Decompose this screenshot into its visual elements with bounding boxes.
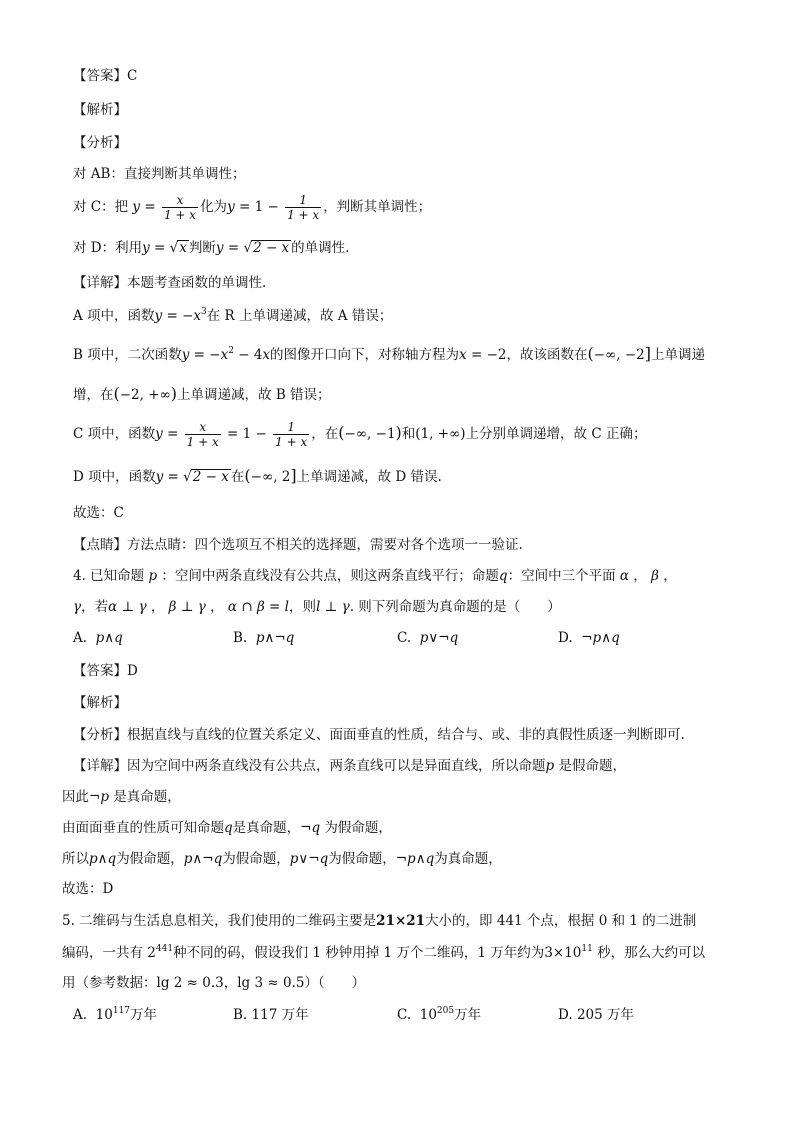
q5-option-d[interactable]: D. 205 万年: [558, 1007, 634, 1023]
answer-label: 【答案】: [73, 68, 127, 84]
q4-fenxi: 【分析】根据直线与直线的位置关系定义、面面垂直的性质，结合与、或、非的真假性质逐一判断即可.: [73, 727, 685, 743]
q3-detail: 【详解】本题考查函数的单调性.: [73, 275, 267, 291]
fraction-1-over-1plusx: $\frac{1}{1 + x}$: [287, 193, 320, 222]
fraction-x-over-1plusx: $\frac{x}{1 + x}$: [163, 193, 197, 222]
q4-option-d[interactable]: D. ¬p∧q: [558, 630, 620, 646]
q4-answer: 【答案】D: [73, 663, 138, 679]
q3-answer: [73, 66, 137, 86]
q3-b-line1: B 项中，二次函数$y = -x^2 - 4x$的图像开口向下，对称轴方程为x = −2，故该函数在(−∞, −2]上单调递: [73, 344, 706, 363]
q3-analysis-label: 【解析】: [73, 102, 127, 118]
q4-line2: 因此¬p 是真命题，: [62, 789, 181, 805]
q3-d-line2: D 项中，函数y = √2 − x 在(−∞, 2]上单调递减，故 D 错误.: [73, 466, 442, 485]
q4-option-a[interactable]: A. p∧q: [73, 630, 123, 646]
q4-detail: 【详解】因为空间中两条直线没有公共点，两条直线可以是异面直线，所以命题p 是假命题，: [73, 758, 626, 774]
q3-c-line2: C 项中，函数y = $\frac{x}{1 + x}$ = 1 − $\frac{1}{1 + x}$ ，在(−∞, −1)和(1, +∞)上分别单调递增，故 C 正确；: [73, 420, 647, 449]
q4-choose: 故选：D: [62, 881, 114, 897]
q3-choose: 故选：C: [73, 505, 124, 521]
q5-option-b[interactable]: B. 117 万年: [233, 1007, 309, 1023]
answer-value: C: [127, 68, 138, 84]
q5-option-c[interactable]: C. $10^{205}$万年: [397, 1006, 482, 1023]
q4-analysis-label: 【解析】: [73, 695, 127, 711]
q3-b-line2: 增，在(−2, +∞)上单调递减，故 B 错误；: [73, 384, 331, 403]
q4-line3: 由面面垂直的性质可知命题q是真命题，¬q 为假命题，: [62, 820, 392, 836]
q3-a-line: A 项中，函数$y = -x^3$在 R 上单调递减，故 A 错误；: [73, 307, 393, 324]
q4-option-c[interactable]: C. p∨¬q: [397, 630, 459, 646]
q3-c-line: 对 C：把 y = $\frac{x}{1 + x}$ 化为y = 1 − $\frac{1}{1 + x}$ ，判断其单调性；: [73, 193, 432, 222]
q4-line4: 所以p∧q为假命题，p∧¬q为假命题，p∨¬q为假命题，¬p∧q为真命题，: [62, 851, 502, 867]
q4-option-b[interactable]: B. p∧¬q: [233, 630, 295, 646]
q5-stem-line2: 编码，一共有 $2^{441}$种不同的码，假设我们 1 秒钟用掉 1 万个二维码，1 万年约为$3\times 10^{11}$ 秒，那么大约可以: [62, 944, 706, 961]
q3-fenxi-label: 【分析】: [73, 135, 127, 151]
q5-stem-line3: 用（参考数据：lg 2 ≈ 0.3，lg 3 ≈ 0.5）（ ）: [62, 975, 366, 991]
q4-stem-line2: γ，若α ⊥ γ ， β ⊥ γ ， α ∩ β = l，则l ⊥ γ. 则下列命题为真命题的是（ ）: [73, 599, 561, 615]
q3-note: 【点睛】方法点睛：四个选项互不相关的选择题，需要对各个选项一一验证.: [73, 537, 523, 553]
q5-option-a[interactable]: A. $10^{117}$万年: [73, 1006, 158, 1023]
q3-ab-line: 对 AB：直接判断其单调性；: [73, 166, 246, 182]
q4-stem-line1: 4. 已知命题 p ：空间中两条直线没有公共点，则这两条直线平行；命题q：空间中三个平面 α ， β ，: [73, 568, 677, 584]
q5-stem-line1: 5. 二维码与生活息息相关，我们使用的二维码主要是21×21大小的，即 441 个点，根据 0 和 1 的二进制: [62, 913, 697, 929]
q3-d-line: 对 D：利用y = √x 判断y = √2 − x 的单调性.: [73, 240, 350, 256]
